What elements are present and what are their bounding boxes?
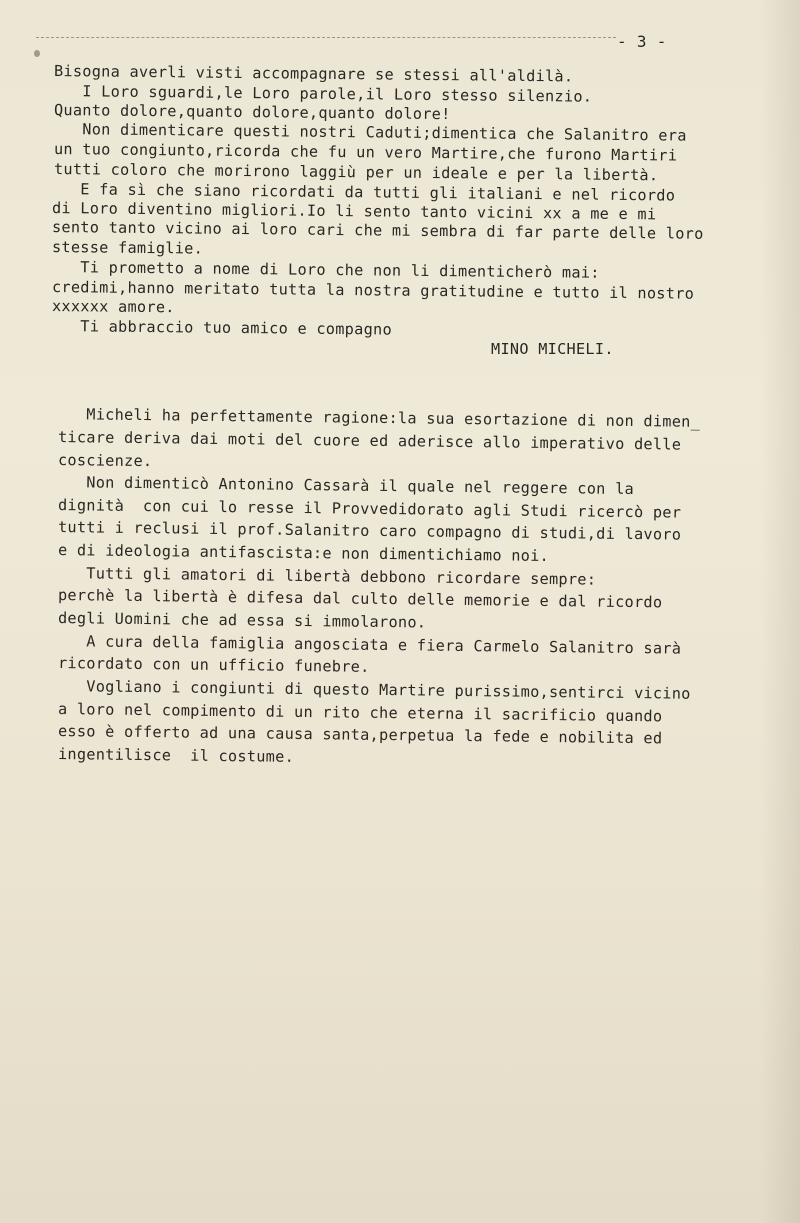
page-number: - 3 - [617, 32, 667, 51]
letter-line: I Loro sguardi,le Loro parole,il Loro stesso silenzio. [53, 82, 593, 106]
commentary-line: ricordato con un ufficio funebre. [57, 654, 370, 676]
commentary-line: Micheli ha perfettamente ragione:la sua esortazione di non dimen_ [57, 405, 701, 431]
letter-line: Ti prometto a nome di Loro che non li dimenticherò mai: [51, 258, 600, 282]
letter-line: Non dimenticare questi nostri Caduti;dimentica che Salanitro era [53, 120, 687, 145]
ink-mark [34, 50, 40, 57]
letter-line: stesse famiglie. [51, 238, 204, 258]
commentary-line: a loro nel compimento di un rito che eterna il sacrificio quando [57, 700, 663, 726]
letter-line: un tuo congiunto,ricorda che fu un vero Martire,che furono Martiri [53, 140, 678, 165]
letter-line: credimi,hanno meritato tutta la nostra gratitudine e tutto il nostro [51, 278, 695, 303]
commentary-line: coscienze. [57, 451, 153, 471]
commentary-line: dignità con cui lo resse il Provvedidorato agli Studi ricercò per [57, 496, 682, 522]
commentary-line: ingentilisce il costume. [57, 745, 295, 766]
signature: MINO MICHELI. [491, 340, 614, 358]
commentary-line: Vogliano i congiunti di questo Martire purissimo,sentirci vicino [57, 677, 691, 703]
commentary-line: Non dimenticò Antonino Cassarà il quale nel reggere con la [57, 473, 635, 499]
commentary-line: Tutti gli amatori di libertà debbono ricordare sempre: [57, 564, 597, 589]
commentary-line: perchè la libertà è difesa dal culto delle memorie e dal ricordo [57, 586, 663, 612]
commentary-line: A cura della famiglia angosciata e fiera Carmelo Salanitro sarà [57, 632, 682, 658]
commentary-line: e di ideologia antifascista:e non dimentichiamo noi. [57, 541, 550, 565]
commentary-line: tutti i reclusi il prof.Salanitro caro compagno di studi,di lavoro [57, 518, 682, 544]
commentary-line: degli Uomini che ad essa si immolarono. [57, 609, 427, 632]
letter-line: tutti coloro che morirono laggiù per un ideale e per la libertà. [53, 160, 659, 185]
letter-line: xxxxxx amore. [51, 297, 175, 317]
header-dashed-rule [36, 37, 616, 38]
commentary-line: esso è offerto ad una causa santa,perpetua la fede e nobilita ed [57, 722, 663, 748]
letter-line: Quanto dolore,quanto dolore,quanto dolore! [53, 101, 451, 124]
letter-line: Bisogna averli visti accompagnare se stessi all'aldilà. [53, 62, 574, 86]
letter-line: sento tanto vicino ai loro cari che mi sembra di far parte delle loro [51, 218, 704, 243]
letter-line: di Loro diventino migliori.Io li sento tanto vicini xx a me e mi [51, 199, 657, 224]
letter-line: E fa sì che siano ricordati da tutti gli italiani e nel ricordo [51, 180, 676, 205]
letter-line: Ti abbraccio tuo amico e compagno [51, 317, 393, 339]
commentary-line: ticare deriva dai moti del cuore ed aderisce allo imperativo delle [57, 428, 682, 454]
